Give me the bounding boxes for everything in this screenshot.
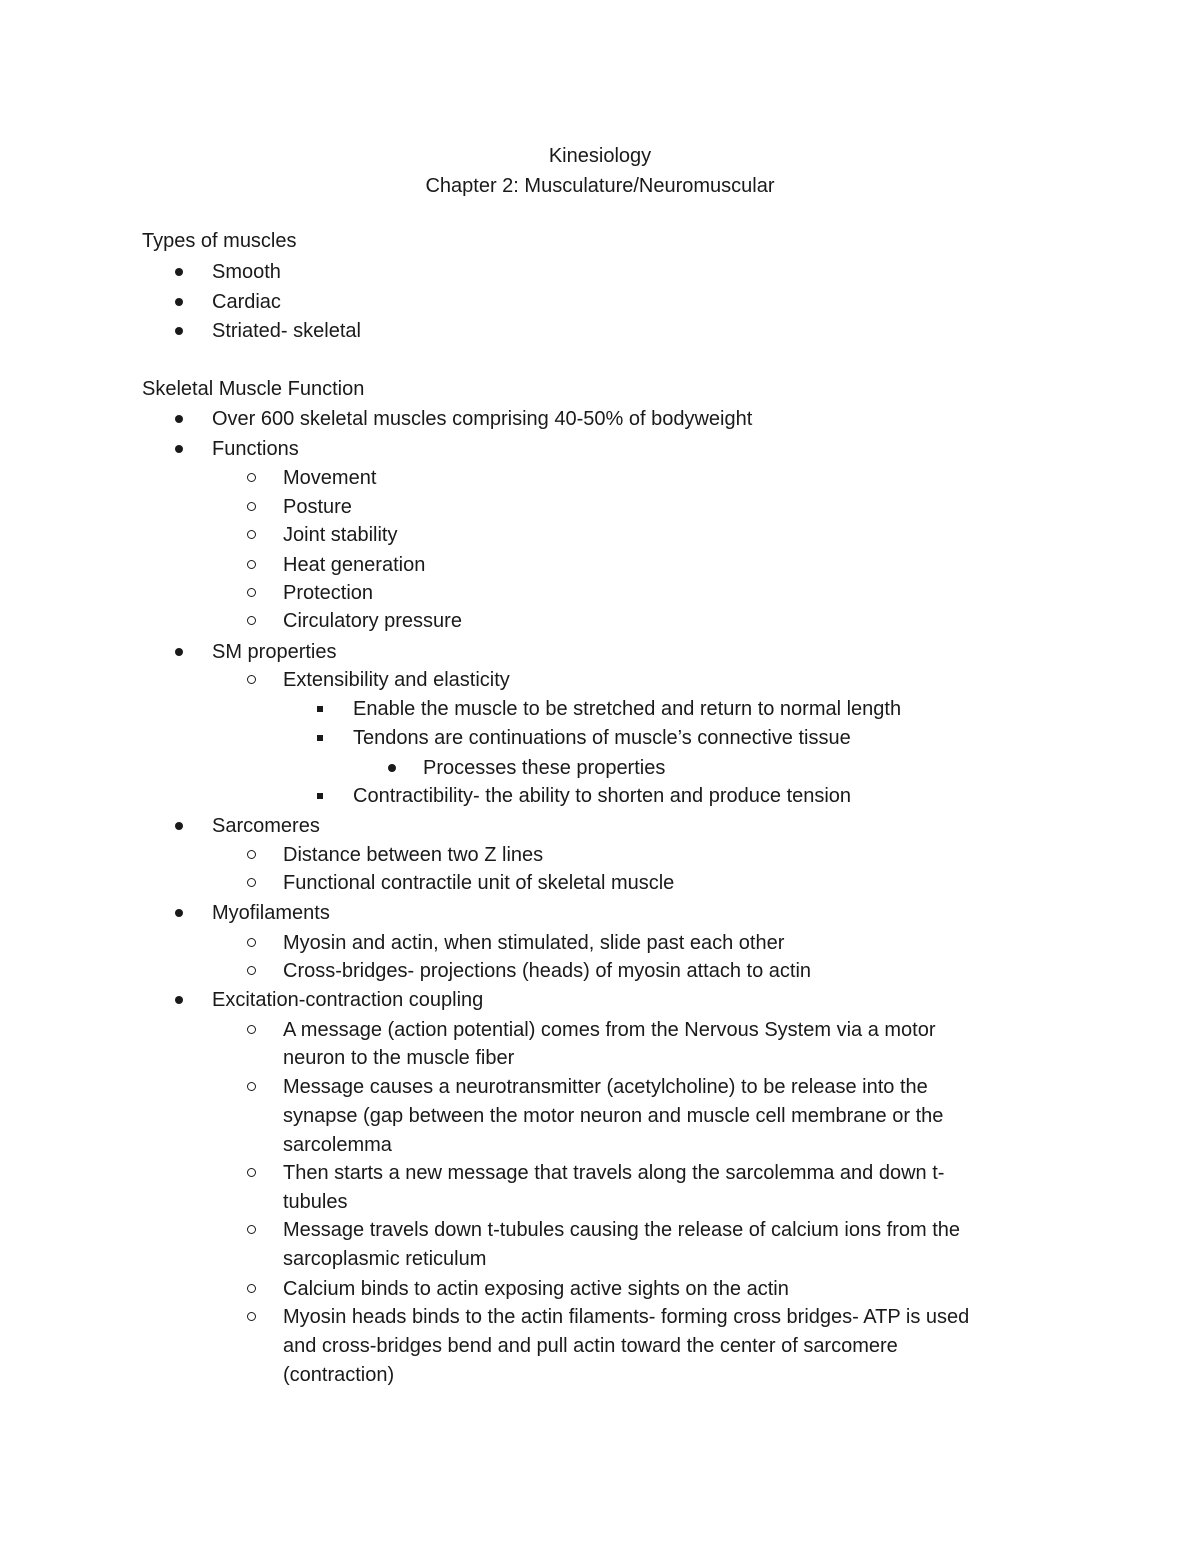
- list-item: Functions: [212, 438, 299, 460]
- list-item-line: sarcoplasmic reticulum: [283, 1248, 487, 1270]
- list-item-line: Message travels down t-tubules causing the release of calcium ions from the: [283, 1219, 961, 1241]
- list-item-line: Then starts a new message that travels along the sarcolemma and down t-: [283, 1162, 945, 1184]
- list-item: Enable the muscle to be stretched and return to normal length: [353, 698, 902, 720]
- bullet-circle: [247, 841, 256, 870]
- list-item: Movement: [283, 467, 377, 489]
- bullet-circle: [247, 579, 256, 608]
- bullet-dot: [175, 899, 183, 928]
- bullet-square: [317, 695, 323, 724]
- list-item: Cross-bridges- projections (heads) of myosin attach to actin: [283, 960, 812, 982]
- document-subtitle: Chapter 2: Musculature/Neuromuscular: [425, 175, 775, 197]
- bullet-dot: [388, 754, 396, 783]
- bullet-square: [317, 782, 323, 811]
- list-item: Sarcomeres: [212, 815, 320, 837]
- list-item: Processes these properties: [423, 757, 666, 779]
- bullet-circle: [247, 957, 256, 986]
- list-item: Joint stability: [283, 524, 398, 546]
- bullet-circle: [247, 1016, 256, 1045]
- list-item: Heat generation: [283, 554, 426, 576]
- bullet-circle: [247, 464, 256, 493]
- list-item: Cardiac: [212, 291, 281, 313]
- list-item-line: sarcolemma: [283, 1134, 392, 1156]
- bullet-square: [317, 724, 323, 753]
- section-heading-function: Skeletal Muscle Function: [142, 378, 365, 400]
- list-item-line: neuron to the muscle fiber: [283, 1047, 515, 1069]
- list-item: Striated- skeletal: [212, 320, 361, 342]
- list-item: Tendons are continuations of muscle’s connective tissue: [353, 727, 851, 749]
- list-item: Smooth: [212, 261, 281, 283]
- list-item: Myosin and actin, when stimulated, slide past each other: [283, 932, 785, 954]
- bullet-circle: [247, 666, 256, 695]
- list-item: Distance between two Z lines: [283, 844, 544, 866]
- document-title: Kinesiology: [548, 145, 652, 167]
- list-item-line: (contraction): [283, 1364, 395, 1386]
- bullet-dot: [175, 435, 183, 464]
- list-item-line: Myosin heads binds to the actin filaments- forming cross bridges- ATP is used: [283, 1306, 970, 1328]
- list-item: Excitation-contraction coupling: [212, 989, 484, 1011]
- list-item: Over 600 skeletal muscles comprising 40-50% of bodyweight: [212, 408, 753, 430]
- bullet-circle: [247, 551, 256, 580]
- list-item-line: Calcium binds to actin exposing active sights on the actin: [283, 1278, 789, 1300]
- list-item: Circulatory pressure: [283, 610, 462, 632]
- list-item: Posture: [283, 496, 352, 518]
- bullet-dot: [175, 288, 183, 317]
- bullet-dot: [175, 258, 183, 287]
- bullet-circle: [247, 521, 256, 550]
- bullet-circle: [247, 1275, 256, 1304]
- list-item-line: and cross-bridges bend and pull actin toward the center of sarcomere: [283, 1335, 898, 1357]
- list-item-line: synapse (gap between the motor neuron and muscle cell membrane or the: [283, 1105, 944, 1127]
- list-item: Functional contractile unit of skeletal muscle: [283, 872, 675, 894]
- list-item: Protection: [283, 582, 374, 604]
- bullet-circle: [247, 607, 256, 636]
- list-item-line: Message causes a neurotransmitter (acetylcholine) to be release into the: [283, 1076, 928, 1098]
- list-item-line: tubules: [283, 1191, 348, 1213]
- bullet-circle: [247, 1073, 256, 1102]
- bullet-circle: [247, 929, 256, 958]
- list-item-line: A message (action potential) comes from the Nervous System via a motor: [283, 1019, 936, 1041]
- list-item: Extensibility and elasticity: [283, 669, 510, 691]
- list-item: Myofilaments: [212, 902, 330, 924]
- bullet-circle: [247, 869, 256, 898]
- bullet-circle: [247, 1159, 256, 1188]
- list-item: Contractibility- the ability to shorten and produce tension: [353, 785, 852, 807]
- bullet-dot: [175, 812, 183, 841]
- bullet-circle: [247, 1303, 256, 1332]
- bullet-dot: [175, 986, 183, 1015]
- list-item: SM properties: [212, 641, 337, 663]
- bullet-circle: [247, 493, 256, 522]
- bullet-dot: [175, 405, 183, 434]
- bullet-circle: [247, 1216, 256, 1245]
- section-heading-types: Types of muscles: [142, 230, 297, 252]
- bullet-dot: [175, 638, 183, 667]
- bullet-dot: [175, 317, 183, 346]
